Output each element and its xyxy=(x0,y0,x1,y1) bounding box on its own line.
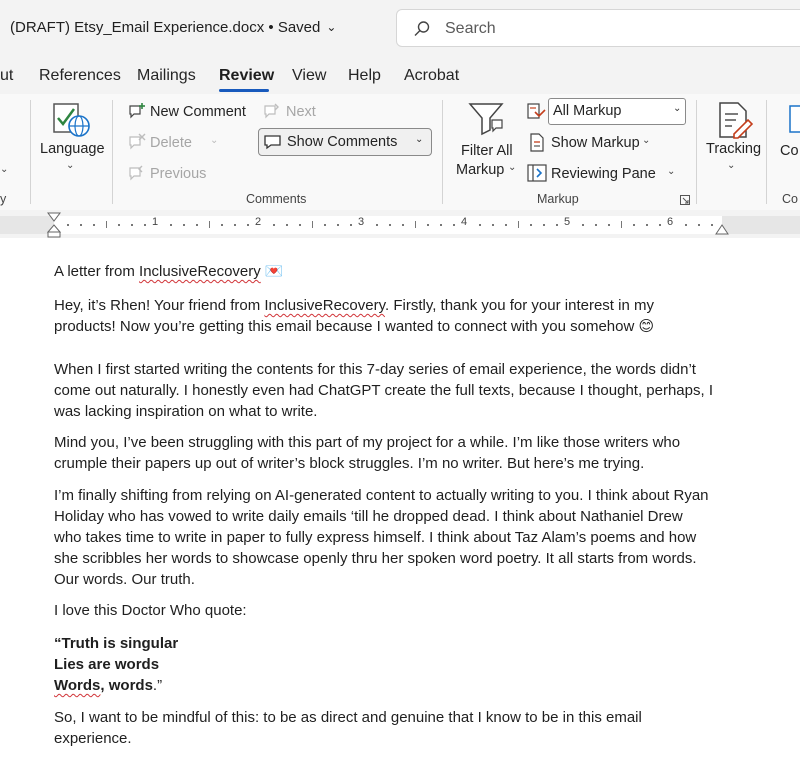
ruler-tick xyxy=(196,224,198,226)
ribbon-separator xyxy=(30,100,31,204)
paragraph-line[interactable] xyxy=(54,295,654,316)
reviewing-pane-button[interactable]: Reviewing Pane xyxy=(551,166,656,182)
paragraph-line[interactable]: was lacking inspiration on what to write. xyxy=(54,403,318,420)
ruler-half-tick xyxy=(621,221,622,228)
ribbon-separator xyxy=(112,100,113,204)
misspelled-word[interactable]: InclusiveRecovery xyxy=(264,297,385,314)
display-for-review-icon xyxy=(526,102,546,122)
ruler-number: 3 xyxy=(358,216,365,228)
search-icon xyxy=(413,20,431,38)
ruler-half-tick xyxy=(209,221,210,228)
document-title[interactable] xyxy=(10,19,336,36)
filter-all-label[interactable]: Filter All xyxy=(461,143,513,159)
tab-references[interactable]: References xyxy=(39,67,121,84)
ruler-tick xyxy=(93,224,95,226)
paragraph-line[interactable]: come out naturally. I honestly even had ChatGPT create the full texts, because I thought, perhaps, I xyxy=(54,382,713,399)
ruler-tick xyxy=(427,224,429,226)
ruler-tick xyxy=(556,224,558,226)
next-button[interactable]: Next xyxy=(286,104,316,120)
ruler-tick xyxy=(67,224,69,226)
display-for-review-value: All Markup xyxy=(553,103,622,119)
show-comments-icon xyxy=(264,134,282,150)
paragraph-line[interactable]: she scribbles her words to showcase openly thru her spoken word poetry. It all starts from words. xyxy=(54,550,697,567)
paragraph-line[interactable]: crumple their papers up out of writer’s block struggles. I’m no writer. But here’s me trying. xyxy=(54,455,645,472)
tab-layout[interactable]: ut xyxy=(0,67,14,84)
paragraph-line[interactable]: So, I want to be mindful of this: to be as direct and genuine that I know to be in this email xyxy=(54,709,642,726)
paragraph-line[interactable]: Holiday who has vowed to write daily emails ‘till he dropped dead. I think about Nathaniel Drew xyxy=(54,508,683,525)
ruler-tick xyxy=(698,224,700,226)
active-tab-indicator xyxy=(219,89,269,92)
ruler-tick xyxy=(582,224,584,226)
tab-review[interactable]: Review xyxy=(219,67,275,84)
ruler-tick xyxy=(144,224,146,226)
dialog-launcher-icon[interactable] xyxy=(680,195,690,205)
text-run: Hey, it’s Rhen! Your friend from xyxy=(54,297,265,314)
ruler-tick xyxy=(608,224,610,226)
title-bar xyxy=(0,0,800,58)
ruler-tick xyxy=(80,224,82,226)
ruler-tick xyxy=(479,224,481,226)
text-run: 💌 xyxy=(260,263,284,280)
text-run: . Firstly, thank you for your interest in my xyxy=(385,297,654,314)
new-comment-button[interactable]: New Comment xyxy=(150,104,246,120)
compare-icon xyxy=(788,104,800,136)
ruler-tick xyxy=(273,224,275,226)
ruler-tick xyxy=(685,224,687,226)
ruler-tick xyxy=(337,224,339,226)
ruler-track xyxy=(0,216,800,234)
language-button[interactable]: Language xyxy=(40,141,105,157)
tab-acrobat[interactable]: Acrobat xyxy=(404,67,460,84)
compare-button[interactable]: Co xyxy=(780,143,799,159)
ruler-tick xyxy=(595,224,597,226)
next-comment-icon xyxy=(263,102,281,120)
tab-help[interactable]: Help xyxy=(348,67,381,84)
show-markup-button[interactable]: Show Markup xyxy=(551,135,640,151)
horizontal-ruler xyxy=(0,210,800,238)
chevron-down-icon[interactable]: ⌄ xyxy=(642,135,651,146)
paragraph-line[interactable]: I love this Doctor Who quote: xyxy=(54,602,247,619)
ruler-tick xyxy=(440,224,442,226)
text-run: .” xyxy=(152,677,163,694)
filter-icon xyxy=(466,100,506,140)
ruler-half-tick xyxy=(415,221,416,228)
text-run: , words xyxy=(100,677,153,694)
ruler-tick xyxy=(492,224,494,226)
quote-line[interactable]: “Truth is singular xyxy=(54,635,179,652)
ruler-tick xyxy=(543,224,545,226)
delete-comment-icon xyxy=(128,133,146,151)
tab-view[interactable]: View xyxy=(292,67,327,84)
chevron-down-icon[interactable]: ⌄ xyxy=(66,160,75,171)
ruler-number: 5 xyxy=(564,216,571,228)
chevron-down-icon: ⌄ xyxy=(673,103,682,114)
quote-line[interactable] xyxy=(54,675,162,696)
new-comment-icon xyxy=(128,102,146,120)
chevron-down-icon: ⌄ xyxy=(415,134,424,145)
ruler-tick xyxy=(324,224,326,226)
search-input[interactable] xyxy=(443,17,747,41)
misspelled-word[interactable]: Words xyxy=(54,677,101,694)
ruler-tick xyxy=(530,224,532,226)
previous-button[interactable]: Previous xyxy=(150,166,207,182)
text-run: A letter from xyxy=(54,263,140,280)
markup-group-label: Markup xyxy=(537,192,579,206)
ruler-tick xyxy=(131,224,133,226)
search-box[interactable] xyxy=(396,9,800,47)
comments-group-label: Comments xyxy=(246,192,307,206)
ruler-tick xyxy=(350,224,352,226)
ruler-number: 1 xyxy=(152,216,159,228)
right-indent-marker[interactable] xyxy=(715,224,729,236)
paragraph-line[interactable]: Mind you, I’ve been struggling with this part of my project for a while. I’m like those writers who xyxy=(54,434,681,451)
display-for-review-select[interactable] xyxy=(548,98,686,125)
misspelled-word[interactable]: InclusiveRecovery xyxy=(139,263,261,280)
ribbon-separator xyxy=(766,100,767,204)
ruler-tick xyxy=(453,224,455,226)
show-comments-button[interactable] xyxy=(258,128,432,156)
chevron-down-icon[interactable]: ⌄ xyxy=(667,166,676,177)
ruler-number: 6 xyxy=(667,216,674,228)
ruler-right-margin xyxy=(722,216,800,234)
reviewing-pane-icon xyxy=(527,164,547,182)
ribbon-separator xyxy=(442,100,443,204)
tab-mailings[interactable]: Mailings xyxy=(137,67,196,84)
show-comments-label: Show Comments xyxy=(287,134,398,150)
ruler-half-tick xyxy=(312,221,313,228)
paragraph-line[interactable]: who takes time to write in paper to fully express himself. I think about Taz Alam’s poems and how xyxy=(54,529,697,546)
paragraph-line[interactable]: Our words. Our truth. xyxy=(54,571,195,588)
group-label-partial: y xyxy=(0,192,7,206)
ruler-half-tick xyxy=(518,221,519,228)
ruler-half-tick xyxy=(106,221,107,228)
ruler-number: 4 xyxy=(461,216,468,228)
ruler-tick xyxy=(389,224,391,226)
ruler-tick xyxy=(402,224,404,226)
ruler-tick xyxy=(505,224,507,226)
indent-marker[interactable] xyxy=(47,212,61,238)
language-icon xyxy=(52,100,92,140)
ruler-tick xyxy=(376,224,378,226)
document-title-text: (DRAFT) Etsy_Email Experience.docx • Saved xyxy=(10,19,321,36)
ribbon-tabs xyxy=(0,58,800,94)
ruler-tick xyxy=(183,224,185,226)
chevron-down-icon[interactable]: ⌄ xyxy=(508,162,517,173)
chevron-down-icon: ⌄ xyxy=(326,20,337,34)
ruler-number: 2 xyxy=(255,216,262,228)
chevron-down-icon[interactable]: ⌄ xyxy=(727,160,736,171)
paragraph-line[interactable]: I’m finally shifting from relying on AI-generated content to actually writing to you. I think about Ryan xyxy=(54,487,709,504)
ruler-tick xyxy=(247,224,249,226)
tracking-icon xyxy=(714,100,754,140)
tracking-button[interactable]: Tracking xyxy=(706,141,762,157)
ruler-tick xyxy=(299,224,301,226)
delete-button[interactable]: Delete xyxy=(150,135,192,151)
ruler-tick xyxy=(234,224,236,226)
ribbon-separator xyxy=(696,100,697,204)
chevron-down-icon[interactable]: ⌄ xyxy=(0,164,9,175)
ruler-tick xyxy=(118,224,120,226)
ruler-tick xyxy=(711,224,713,226)
ruler-left-margin xyxy=(0,216,54,234)
show-markup-icon xyxy=(528,133,546,153)
ruler-tick xyxy=(633,224,635,226)
previous-comment-icon xyxy=(128,164,146,182)
chevron-down-icon[interactable]: ⌄ xyxy=(210,135,219,146)
paragraph-line[interactable]: experience. xyxy=(54,730,132,747)
ruler-tick xyxy=(170,224,172,226)
compare-group-label: Co xyxy=(782,192,798,206)
ruler-tick xyxy=(646,224,648,226)
filter-markup-label[interactable]: Markup xyxy=(456,162,505,178)
paragraph-line[interactable]: products! Now you’re getting this email because I wanted to connect with you somehow 😊 xyxy=(54,318,655,335)
ruler-tick xyxy=(659,224,661,226)
quote-line[interactable]: Lies are words xyxy=(54,656,160,673)
ruler-tick xyxy=(286,224,288,226)
paragraph[interactable] xyxy=(54,261,284,282)
ruler-tick xyxy=(221,224,223,226)
paragraph-line[interactable]: When I first started writing the contents for this 7-day series of email experience, the words didn’t xyxy=(54,361,696,378)
